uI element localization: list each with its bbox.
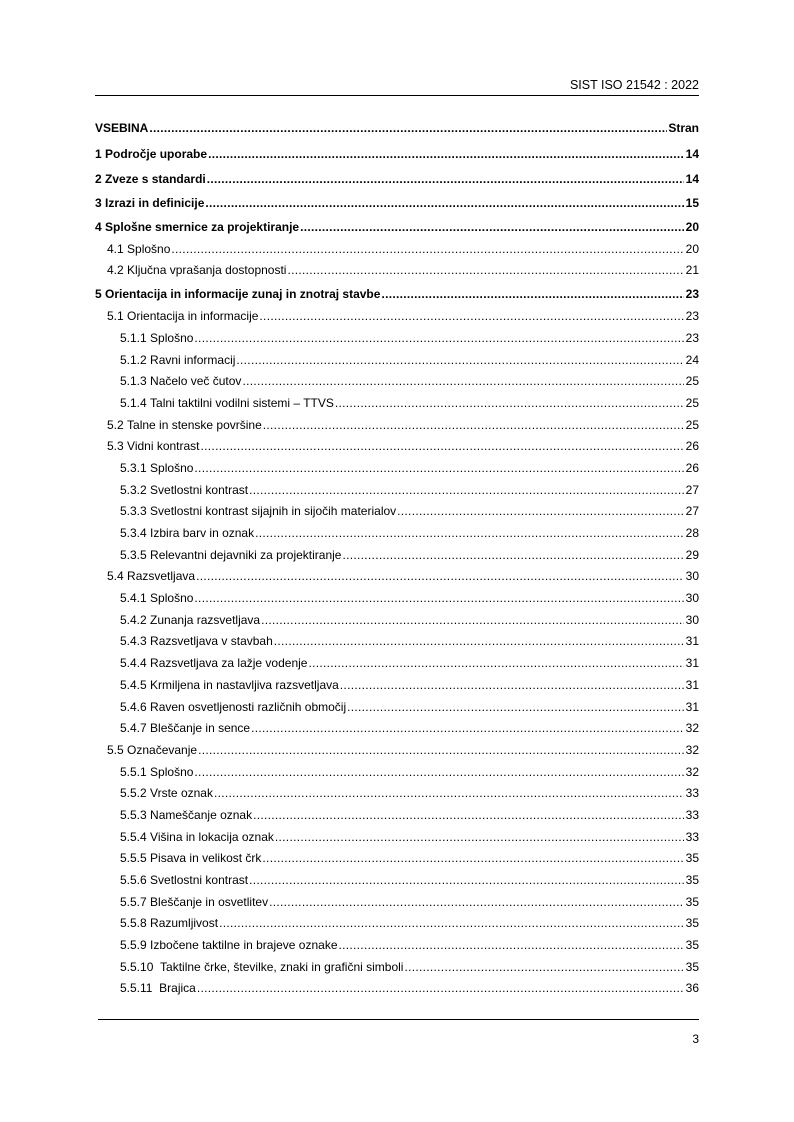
toc-entry[interactable] [95,479,699,501]
toc-entry-title: Talni taktilni vodilni sistemi – TTVS [150,395,334,410]
toc-entry[interactable] [95,804,699,826]
toc-entry-title: Orientacija in informacije zunaj in znotraj stavbe [105,287,381,302]
toc-entry-page: 25 [685,374,699,389]
toc-entry-number: 4.2 [107,263,124,278]
toc-entry[interactable] [95,761,699,783]
toc-page-label: Stran [668,121,699,135]
toc-entry-spacer [153,960,160,974]
toc-entry[interactable] [95,848,699,870]
toc-entry[interactable] [95,934,699,956]
page-number: 3 [692,1032,699,1046]
toc-entry-title: Pisava in velikost črk [150,851,262,866]
toc-entry-leader [261,613,684,627]
toc-entry-number: 5.3.3 [120,504,147,519]
toc-entry-number: 5.3.2 [120,482,147,497]
toc-entry-title: Vrste oznak [150,786,213,801]
toc-entry-page: 23 [685,309,699,324]
toc-entry[interactable] [95,739,699,761]
toc-entry-page: 25 [685,417,699,432]
toc-entry-title: Svetlostni kontrast [150,873,249,888]
toc-entry-title: Višina in lokacija oznak [150,829,274,844]
toc-entry-leader [339,938,685,952]
page-header [95,78,699,96]
toc-entry-title: Razumljivost [150,916,219,931]
toc-entry-number: 5.3.4 [120,526,147,541]
toc-entry-page: 35 [685,938,699,953]
toc-entry[interactable] [95,349,699,371]
toc-entry-leader [381,287,684,301]
toc-entry-number: 4 [95,219,102,234]
toc-heading-leader [149,121,667,135]
toc-entry-page: 32 [685,742,699,757]
toc-entry[interactable] [95,913,699,935]
toc-entry-leader [249,483,684,497]
toc-entry-number: 5.1.3 [120,374,147,389]
toc-entry-page: 15 [685,195,699,210]
toc-entry-leader [198,743,684,757]
document-id: SIST ISO 21542 : 2022 [569,78,699,92]
toc-entry-leader [251,721,684,735]
toc-entry-title: Splošno [127,241,171,256]
toc-entry-leader [208,147,684,161]
toc-entry-number: 5.1.4 [120,395,147,410]
toc-entry-page: 24 [685,352,699,367]
toc-entry-page: 20 [685,219,699,234]
toc-entry-leader [335,396,684,410]
toc-entry[interactable] [95,609,699,631]
toc-entry-leader [194,331,684,345]
toc-entry-number: 5.5.2 [120,786,147,801]
toc-entry-leader [201,439,684,453]
toc-entry-number: 5.3 [107,439,124,454]
toc-entry-number: 5.4.7 [120,721,147,736]
toc-entry-leader [397,504,684,518]
toc-entry-number: 5.2 [107,417,124,432]
toc-entry-page: 14 [685,147,699,162]
toc-entry[interactable] [95,144,699,166]
toc-heading-row [95,121,699,135]
toc-entry-title: Področje uporabe [105,147,208,162]
toc-entry-number: 5.5.8 [120,916,147,931]
toc-entry-page: 29 [685,547,699,562]
toc-entry-title: Vidni kontrast [127,439,200,454]
toc-entry-number: 5.3.5 [120,547,147,562]
toc-entry-title: Zveze s standardi [105,171,206,186]
toc-entry-title: Bleščanje in osvetlitev [150,894,269,909]
toc-entry-title: Razsvetljava v stavbah [150,634,273,649]
toc-entry[interactable] [95,238,699,260]
toc-entry-leader [275,830,684,844]
toc-entry-number: 2 [95,171,102,186]
toc-entry-title: Talne in stenske površine [127,417,262,432]
toc-entry[interactable] [95,891,699,913]
toc-entry[interactable] [95,414,699,436]
toc-entry-title: Krmiljena in nastavljiva razsvetljava [150,677,339,692]
toc-entry-title: Razsvetljava za lažje vodenje [150,656,308,671]
toc-entry[interactable] [95,544,699,566]
toc-entry[interactable] [95,259,699,281]
toc-entry-number: 5.5.7 [120,894,147,909]
toc-entry-page: 26 [685,460,699,475]
toc-entry-page: 28 [685,526,699,541]
toc-entry-number: 5.5.9 [120,938,147,953]
toc-entry[interactable] [95,978,699,1000]
toc-entry-title: Načelo več čutov [150,374,242,389]
toc-entry-page: 30 [685,591,699,606]
toc-entry[interactable] [95,457,699,479]
toc-entry-page: 25 [685,395,699,410]
toc-entry-number: 5.5.10 [120,959,154,974]
toc-entry[interactable] [95,587,699,609]
toc-entry-page: 27 [685,482,699,497]
toc-entry[interactable] [95,782,699,804]
toc-entry-leader [274,634,684,648]
toc-entry-page: 33 [685,786,699,801]
toc-entry-page: 35 [685,894,699,909]
toc-entry-page: 31 [685,677,699,692]
toc-entry-number: 5.5.3 [120,807,147,822]
toc-entry-number: 5.5.11 [120,981,153,996]
toc-entry-number: 5.5.1 [120,764,147,779]
toc-entry[interactable] [95,192,699,214]
toc-entry-leader [236,353,684,367]
toc-entry-page: 35 [685,959,699,974]
toc-entry-leader [342,548,684,562]
toc-entry-leader [259,309,684,323]
toc-entry-leader [262,851,684,865]
toc-entry-title: Izbočene taktilne in brajeve oznake [150,938,338,953]
toc-entry-title: Raven osvetljenosti različnih območij [150,699,347,714]
toc-entry-title: Ravni informacij [150,352,236,367]
toc-entry-page: 31 [685,699,699,714]
toc-entry[interactable] [95,631,699,653]
toc-entry-leader [194,765,684,779]
toc-entry-number: 5.5.5 [120,851,147,866]
toc-entry-number: 5.4.5 [120,677,147,692]
toc-entry-title: Splošno [150,330,194,345]
toc-entry-number: 5.5.4 [120,829,147,844]
toc-entry-page: 27 [685,504,699,519]
toc-entry-number: 5.4.4 [120,656,147,671]
toc-entry-page: 32 [685,721,699,736]
toc-entry-leader [300,220,684,234]
toc-entry[interactable] [95,216,699,238]
toc-entry-leader [194,461,684,475]
toc-entry-number: 5 [95,287,102,302]
toc-entry-page: 35 [685,873,699,888]
toc-entry-number: 5.4 [107,569,124,584]
toc-entry-title: Razsvetljava [127,569,196,584]
toc-entry[interactable] [95,284,699,306]
toc-entry-page: 31 [685,656,699,671]
toc-entry[interactable] [95,435,699,457]
toc-entry-leader [207,172,684,186]
toc-entry-leader [196,569,684,583]
toc-entry-leader [347,700,684,714]
toc-entry-leader [269,895,684,909]
toc-entry-page: 33 [685,807,699,822]
toc-entry-leader [249,873,684,887]
toc-entry-title: Nameščanje oznak [150,807,253,822]
toc-entry[interactable] [95,652,699,674]
toc-entry[interactable] [95,370,699,392]
toc-entry-number: 5.4.1 [120,591,147,606]
toc-entry-number: 5.5 [107,742,124,757]
toc-entry[interactable] [95,168,699,190]
toc-entry-page: 30 [685,612,699,627]
toc-entry[interactable] [95,956,699,978]
toc-entry-leader [263,418,684,432]
toc-entry-page: 21 [685,263,699,278]
toc-entry-number: 5.3.1 [120,460,147,475]
toc-entry-title: Izrazi in definicije [105,195,205,210]
toc-entry-page: 14 [685,171,699,186]
toc-entry-title: Splošno [150,591,194,606]
toc-entry-leader [219,916,684,930]
toc-entry-leader [253,808,684,822]
toc-entry-title: Ključna vprašanja dostopnosti [127,263,287,278]
toc-entry-leader [287,263,684,277]
toc-entry[interactable] [95,392,699,414]
toc-entry-number: 5.1.2 [120,352,147,367]
toc-entry-leader [194,591,684,605]
toc-entry[interactable] [95,696,699,718]
toc-entry-number: 4.1 [107,241,124,256]
toc-entry-page: 26 [685,439,699,454]
toc-entry-title: Orientacija in informacije [127,309,259,324]
toc-entry-page: 23 [685,287,699,302]
toc-entry[interactable] [95,522,699,544]
toc-entry-leader [404,960,684,974]
toc-entry-page: 35 [685,851,699,866]
toc-entry-title: Brajica [159,981,196,996]
toc-entry-page: 32 [685,764,699,779]
toc-entry-leader [205,196,684,210]
toc-entry-page: 20 [685,241,699,256]
toc-entry-title: Bleščanje in sence [150,721,251,736]
toc-entry[interactable] [95,717,699,739]
toc-entry-number: 5.1 [107,309,124,324]
table-of-contents [95,144,699,1000]
toc-entry[interactable] [95,826,699,848]
toc-entry-title: Splošno [150,460,194,475]
toc-entry-page: 36 [685,981,699,996]
toc-entry-leader [242,374,684,388]
toc-entry-leader [308,656,684,670]
toc-entry-leader [255,526,684,540]
toc-entry[interactable] [95,869,699,891]
toc-entry-title: Relevantni dejavniki za projektiranje [150,547,342,562]
toc-entry[interactable] [95,566,699,588]
toc-entry-number: 5.4.6 [120,699,147,714]
toc-entry[interactable] [95,327,699,349]
toc-entry-leader [171,242,684,256]
toc-entry-page: 33 [685,829,699,844]
toc-entry-leader [197,981,684,995]
toc-entry-title: Svetlostni kontrast sijajnih in sijočih materialov [150,504,397,519]
toc-entry-title: Splošne smernice za projektiranje [105,219,300,234]
toc-entry-page: 23 [685,330,699,345]
toc-entry-number: 3 [95,195,102,210]
toc-entry-title: Zunanja razsvetljava [150,612,261,627]
toc-entry-title: Označevanje [127,742,198,757]
page-footer [98,1019,699,1046]
toc-entry[interactable] [95,305,699,327]
toc-entry-number: 5.1.1 [120,330,147,345]
toc-entry-title: Svetlostni kontrast [150,482,249,497]
toc-entry-page: 31 [685,634,699,649]
toc-entry[interactable] [95,674,699,696]
toc-entry-number: 1 [95,147,102,162]
toc-entry-title: Taktilne črke, številke, znaki in grafični simboli [160,959,404,974]
toc-entry[interactable] [95,501,699,523]
toc-entry-leader [214,786,684,800]
toc-entry-title: Izbira barv in oznak [150,526,255,541]
toc-entry-page: 35 [685,916,699,931]
toc-entry-leader [340,678,684,692]
toc-heading: VSEBINA [95,121,149,135]
toc-entry-number: 5.4.2 [120,612,147,627]
toc-entry-number: 5.4.3 [120,634,147,649]
toc-entry-spacer [152,981,159,995]
toc-entry-page: 30 [685,569,699,584]
toc-entry-title: Splošno [150,764,194,779]
toc-entry-number: 5.5.6 [120,873,147,888]
